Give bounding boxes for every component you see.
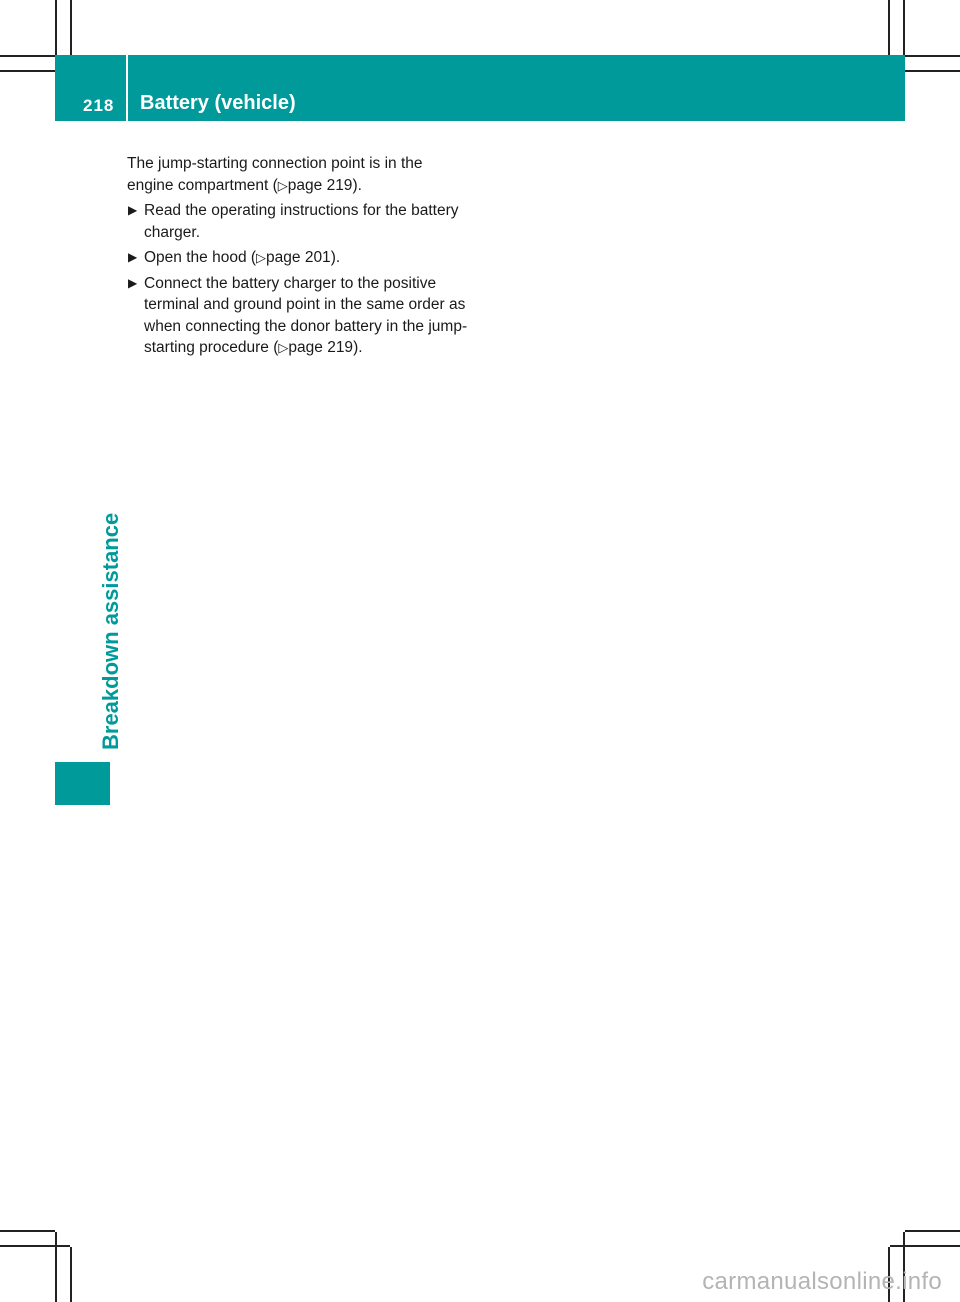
crop-mark bbox=[0, 1245, 70, 1247]
crop-mark bbox=[55, 1232, 57, 1302]
page-ref-link[interactable]: page 219 bbox=[287, 176, 353, 194]
crop-mark bbox=[888, 0, 890, 55]
page-ref-link[interactable]: page 201 bbox=[266, 249, 331, 266]
list-item bbox=[127, 247, 472, 269]
triangle-right-icon: ▶ bbox=[128, 275, 138, 290]
page-ref-icon: ▷ bbox=[256, 250, 267, 265]
side-tab-label bbox=[100, 513, 122, 750]
page-number: 218 bbox=[83, 96, 115, 115]
triangle-right-icon: ▶ bbox=[128, 250, 138, 264]
watermark: carmanualsonline.info bbox=[702, 1268, 942, 1295]
crop-mark bbox=[70, 0, 72, 55]
side-tab-label-text: Breakdown assistance bbox=[98, 512, 123, 750]
crop-mark bbox=[70, 1247, 72, 1302]
step-text: Open the hood ( bbox=[144, 249, 257, 266]
step-text: Connect the battery charger to the positive terminal and ground point in the same order as when connecting the donor battery in the jump-starting procedure ( bbox=[144, 274, 468, 356]
page-ref-icon: ▷ bbox=[278, 340, 289, 355]
crop-mark bbox=[890, 1245, 960, 1247]
page-ref-link[interactable]: page 219 bbox=[288, 339, 354, 356]
header-divider bbox=[126, 55, 128, 121]
intro-text-end: ). bbox=[352, 176, 362, 194]
side-tab-block bbox=[55, 762, 110, 805]
crop-mark bbox=[903, 0, 905, 55]
intro-text: The jump-starting connection point is in the engine compartment ( bbox=[127, 155, 423, 194]
list-item bbox=[127, 200, 472, 243]
triangle-right-icon: ▶ bbox=[128, 203, 138, 217]
page-ref-icon: ▷ bbox=[277, 177, 288, 193]
section-title: Battery (vehicle) bbox=[140, 92, 296, 114]
body-content bbox=[127, 153, 472, 363]
step-text-end: ). bbox=[330, 249, 341, 266]
crop-mark bbox=[905, 55, 960, 57]
crop-mark bbox=[0, 55, 55, 57]
step-text-end: ). bbox=[353, 339, 363, 356]
intro-paragraph bbox=[127, 153, 472, 196]
crop-mark bbox=[905, 70, 960, 72]
crop-mark bbox=[55, 0, 57, 55]
crop-mark bbox=[905, 1230, 960, 1232]
crop-mark bbox=[0, 70, 55, 72]
list-item bbox=[127, 273, 472, 359]
crop-mark bbox=[0, 1230, 55, 1232]
step-text: Read the operating instructions for the battery charger. bbox=[144, 202, 459, 241]
